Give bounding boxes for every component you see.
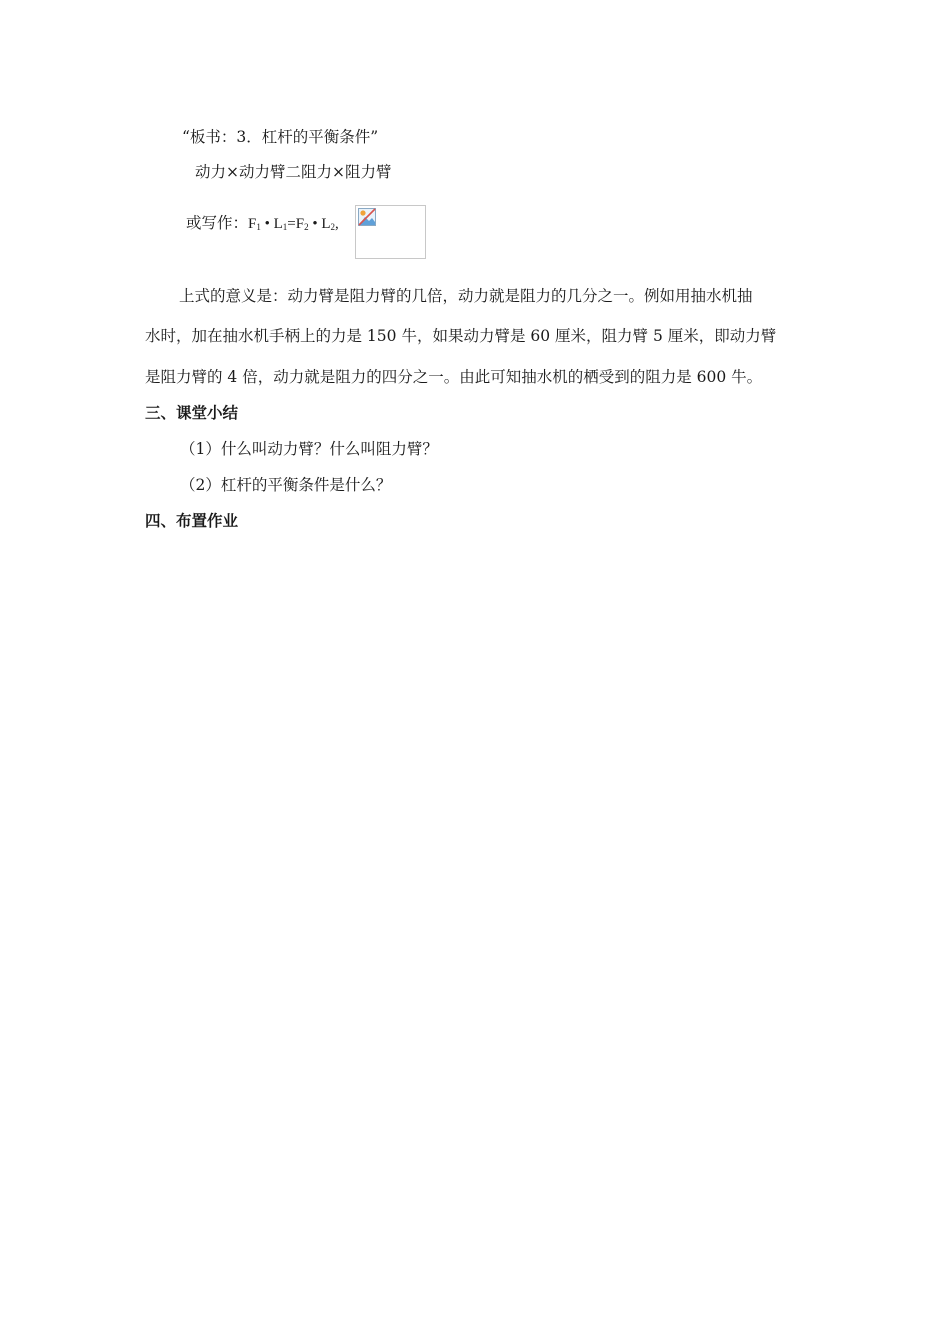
board-note: “板书：3．杠杆的平衡条件” — [182, 128, 379, 146]
explanation-line-3: 是阻力臂的 4 倍，动力就是阻力的四分之一。由此可知抽水机的栖受到的阻力是 600 牛。 — [145, 368, 763, 386]
formula-line — [186, 213, 339, 237]
explanation-line-1: 上式的意义是：动力臂是阻力臂的几倍，动力就是阻力的几分之一。例如用抽水机抽 — [179, 287, 753, 305]
summary-question-2: （2）杠杆的平衡条件是什么？ — [180, 476, 392, 494]
explanation-line-2: 水时，加在抽水机手柄上的力是 150 牛，如果动力臂是 60 厘米，阻力臂 5 厘米，即动力臂 — [145, 327, 777, 345]
broken-image-placeholder — [355, 205, 426, 259]
formula-prefix: 或写作： — [186, 214, 249, 232]
section-heading-summary: 三、课堂小结 — [145, 404, 239, 422]
summary-question-1: （1）什么叫动力臂？什么叫阻力臂？ — [180, 440, 438, 458]
formula-expression: $F_1$ • $L_1=F_2$ • $L_2$, — [248, 216, 339, 232]
broken-image-icon — [358, 208, 376, 226]
section-heading-homework: 四、布置作业 — [145, 512, 239, 530]
formula-in-words: 动力×动力臂二阻力×阻力臂 — [195, 163, 392, 181]
